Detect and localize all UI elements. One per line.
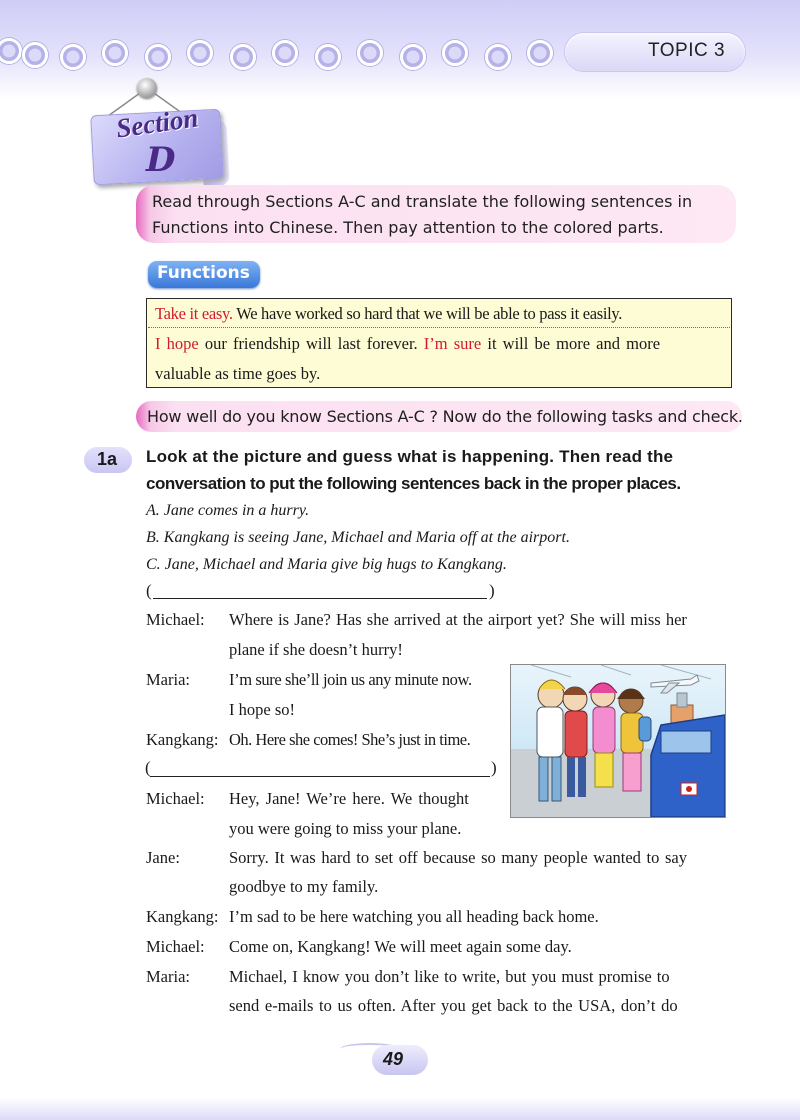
dialogue-speaker: Michael: [146, 789, 205, 808]
dialogue-line: Where is Jane? Has she arrived at the airport yet? She will miss her [229, 610, 687, 629]
section-badge-word: Section [114, 102, 201, 144]
blank-1-close-paren: ) [489, 581, 495, 600]
task-title-line1: Look at the picture and guess what is happening. Then read the [146, 447, 674, 466]
check-instruction-text: How well do you know Sections A-C ? Now do the following tasks and check. [147, 407, 743, 426]
functions-line3: valuable as time goes by. [155, 364, 321, 383]
dialogue-line: plane if she doesn’t hurry! [229, 640, 403, 659]
blank-1-open-paren: ( [146, 581, 152, 600]
binder-ring-icon [145, 44, 171, 70]
dialogue-speaker: Jane: [146, 848, 180, 867]
section-badge-letter: D [146, 140, 176, 180]
dialogue-line: I’m sure she’ll join us any minute now. [229, 670, 472, 689]
functions-line2-highlight-1: I hope [155, 334, 199, 353]
functions-line2-text-2: it will be more and more [481, 334, 661, 353]
binder-ring-icon [102, 40, 128, 66]
dialogue-speaker: Michael: [146, 937, 205, 956]
dialogue-line: send e-mails to us often. After you get back to the USA, don’t do [229, 996, 678, 1015]
functions-label: Functions [157, 263, 250, 283]
read-instruction-line1: Read through Sections A-C and translate the following sentences in [152, 192, 693, 211]
functions-line1 [155, 304, 622, 324]
dialogue-line: Come on, Kangkang! We will meet again some day. [229, 937, 572, 956]
dialogue-line: goodbye to my family. [229, 877, 379, 896]
functions-line1-highlight: Take it easy. [155, 304, 233, 323]
binder-ring-icon [272, 40, 298, 66]
functions-divider [148, 327, 730, 328]
dialogue-speaker: Kangkang: [146, 907, 219, 926]
blank-2-open-paren: ( [145, 758, 151, 777]
dialogue-speaker: Maria: [146, 967, 190, 986]
dialogue-line: Michael, I know you don’t like to write, but you must promise to [229, 967, 670, 986]
dialogue-line: Sorry. It was hard to set off because so many people wanted to say [229, 848, 688, 867]
option-a: A. Jane comes in a hurry. [146, 502, 310, 519]
binder-ring-icon [400, 44, 426, 70]
task-number: 1a [97, 449, 118, 469]
functions-line2-text-1: our friendship will last forever. [198, 334, 424, 353]
binder-ring-icon [357, 40, 383, 66]
task-title-line2: conversation to put the following sentences back in the proper places. [146, 474, 681, 493]
airport-illustration [510, 664, 726, 818]
functions-line2 [155, 334, 660, 354]
dialogue-line: Hey, Jane! We’re here. We thought [229, 789, 469, 808]
binder-ring-icon [60, 44, 86, 70]
option-c: C. Jane, Michael and Maria give big hugs to Kangkang. [146, 556, 507, 573]
binder-ring-icon [315, 44, 341, 70]
option-b: B. Kangkang is seeing Jane, Michael and Maria off at the airport. [146, 529, 570, 546]
binder-ring-icon [442, 40, 468, 66]
binder-ring-icon [485, 44, 511, 70]
functions-line1-text: We have worked so hard that we will be able to pass it easily. [232, 304, 623, 323]
dialogue-line: Oh. Here she comes! She’s just in time. [229, 730, 471, 749]
blank-1-line[interactable] [153, 598, 487, 599]
dialogue-line: I’m sad to be here watching you all heading back home. [229, 907, 599, 926]
airport-scene-icon [511, 665, 725, 817]
dialogue-line: I hope so! [229, 700, 295, 719]
functions-line2-highlight-2: I’m sure [423, 334, 482, 353]
page-number: 49 [383, 1049, 404, 1069]
dialogue-speaker: Michael: [146, 610, 205, 629]
topic-label: TOPIC 3 [648, 40, 726, 61]
blank-2-close-paren: ) [491, 758, 497, 777]
footer-band [0, 1098, 800, 1120]
binder-ring-icon [527, 40, 553, 66]
read-instruction-line2: Functions into Chinese. Then pay attention to the colored parts. [152, 218, 664, 237]
blank-2-line[interactable] [150, 776, 490, 777]
binder-ring-icon [187, 40, 213, 66]
dialogue-speaker: Kangkang: [146, 730, 219, 749]
binder-ring-icon [22, 42, 48, 68]
dialogue-line: you were going to miss your plane. [229, 819, 462, 838]
pushpin-icon [137, 78, 157, 98]
binder-ring-icon [230, 44, 256, 70]
dialogue-speaker: Maria: [146, 670, 190, 689]
